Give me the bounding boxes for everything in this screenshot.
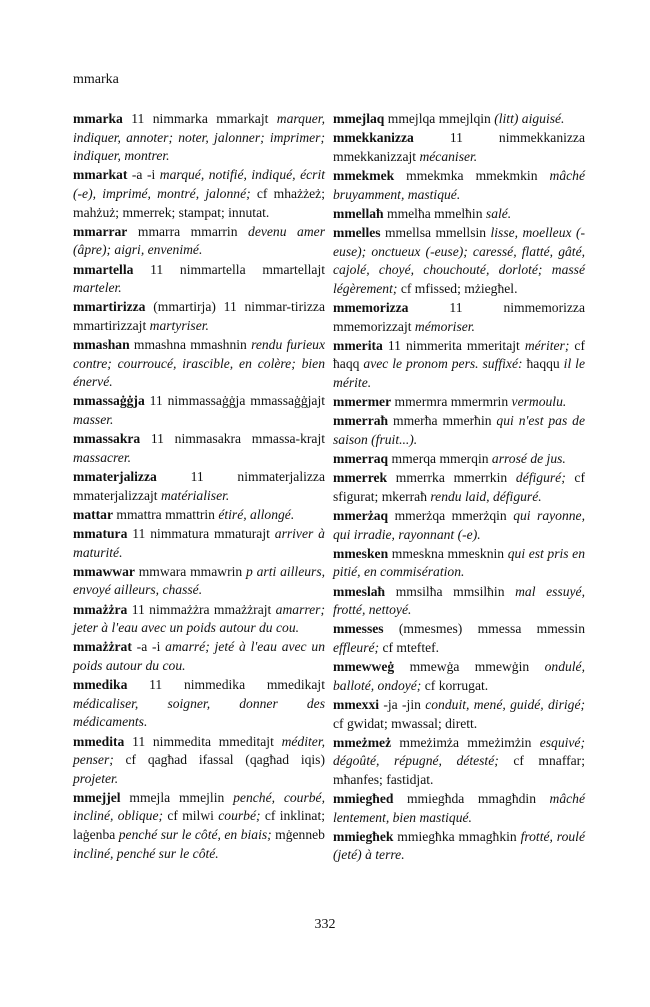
entry-headword: mmesses [333,621,384,637]
entry-headword: mmassakra [73,431,141,447]
entry-translation: mal essuyé, frotté, nettoyé. [333,583,585,618]
entry-headword: mmemorizza [333,299,409,315]
dictionary-entry [73,430,325,467]
entry-text: mmiegħka mmagħkin [393,828,521,844]
entry-headword: mattar [73,506,114,522]
entry-headword: mmartirizza [73,299,146,315]
entry-translation: massacrer. [73,449,132,465]
dictionary-entry [73,601,325,638]
dictionary-entry [73,506,325,525]
entry-headword: mmewweġ [333,659,395,675]
dictionary-entry [73,468,325,505]
entry-text: 11 nimmemorizza mmemorizzajt [333,299,585,334]
entry-text: 11 nimmartella mmartellajt [133,261,325,277]
entry-headword: mmerraħ [333,413,389,429]
entry-headword: mmarkat [73,167,128,183]
entry-text: cf milwi [163,808,219,824]
dictionary-entry [73,261,325,298]
entry-text: -ja -jin [379,696,426,712]
dictionary-entry [73,223,325,260]
entry-headword: mmejjel [73,789,121,805]
entry-text: mmerżqa mmerżqin [388,508,514,523]
entry-translation: salé. [485,205,512,221]
entry-text: 11 nimmażżra mmażżrajt [127,601,276,617]
entry-text: mmeżimża mmeżimżin [391,734,540,750]
entry-translation: mâché lentement, bien mastiqué. [333,791,585,825]
entry-translation: martyriser. [149,317,209,333]
dictionary-entry [333,299,585,336]
entry-headword: mmażżrat [73,639,132,655]
entry-text: 11 nimmarka mmarkajt [122,111,277,126]
entry-headword: mmarrar [73,223,128,239]
dictionary-entry [73,336,325,392]
dictionary-entry [333,110,585,129]
entry-translation: il le mérite. [333,356,585,390]
entry-text: mmerħa mmerħin [388,413,497,429]
entry-translation: lisse, moelleux (-euse); onctueux (-euse); caressé, flatté, gâté, cajolé, choyé, chouchouté, dorloté; massé légèrement; [333,224,586,296]
dictionary-entry [73,392,325,429]
entry-text: 11 nimmekkanizza mmekkanizzajt [333,130,585,164]
dictionary-entry [73,166,325,222]
entry-headword: mmerrek [333,470,388,486]
entry-headword: mmashan [73,337,130,353]
entry-text: mmattra mmattrin [113,506,219,522]
dictionary-entry [73,110,325,166]
entry-headword: mmiegħed [333,791,394,807]
entry-text: (mmartirja) 11 nimmar-tirizza mmartirizzajt [73,299,325,333]
entry-text: cf inklinat; laġenba [73,808,326,843]
entry-text: cf ħaqq [333,337,585,372]
entry-translation: vermoulu. [511,394,567,410]
entry-headword: mmermer [333,394,392,410]
entry-translation: arriver à maturité. [73,526,325,560]
entry-text: mmarra mmarrin [127,223,249,239]
entry-translation: projeter. [73,770,119,786]
entry-translation: rendu furieux contre; courroucé, irascible, en colère; bien énervé. [73,337,325,390]
entry-translation: frotté, roulé (jeté) à terre. [333,828,585,863]
entry-text: mmashna mmashnin [129,337,252,353]
entry-headword: mmerraq [333,451,389,467]
entry-translation: penché, courbé, incliné, oblique; [73,789,325,824]
entry-text: mmerqa mmerqin [388,451,492,467]
entry-text: 11 nimmatura mmaturajt [127,526,275,541]
entry-text: cf gwidat; mwassal; dirett. [333,715,478,731]
entry-headword: mmarka [73,111,123,126]
entry-text: mmejlqa mmejlqin [384,111,495,126]
entry-text: mmwara mmawrin [134,563,247,579]
entry-text: 11 nimmaterjalizza mmaterjalizzajt [73,469,325,503]
entry-translation: défiguré; [515,470,566,486]
entry-text: 11 nimmasakra mmassa-krajt [140,431,325,447]
entry-translation: rendu laid, défiguré. [430,488,542,504]
entry-headword: mmaterjalizza [73,469,157,485]
entry-headword: mmellaħ [333,205,384,221]
entry-translation: devenu amer (âpre); aigri, envenimé. [73,223,325,258]
entry-translation: marquer, indiquer, annoter; noter, jalonner; imprimer; indiquer, montrer. [73,111,325,164]
entry-text: cf sfigurat; mkerraħ [333,470,585,504]
entry-text: mmeskna mmesknin [388,545,508,561]
entry-translation: qui est pris en pitié, en commisération. [333,545,586,580]
entry-headword: mmartella [73,261,134,277]
entry-translation: qui rayonne, qui irradie, rayonnant (-e). [333,508,585,542]
entry-headword: mmekkanizza [333,130,414,146]
entry-text: 11 nimmerita mmeritajt [382,337,525,353]
entry-headword: mmiegħek [333,828,394,844]
entry-translation: penché sur le côté, en biais; [118,827,272,843]
entry-translation: avec le pronom pers. suffixé: [363,356,523,372]
dictionary-entry [333,696,585,733]
entry-text: cf mteftef. [379,639,440,655]
dictionary-entry [333,790,585,827]
entry-text: 11 nimmassaġġja mmassaġġjajt [144,393,325,409]
entry-text: cf mfissed; mżiegħel. [397,280,518,296]
entry-text: (mmesmes) mmessa mmessin [383,621,585,637]
entry-text: mmelħa mmelħin [383,205,486,221]
entry-translation: ondulé, balloté, ondoyé; [333,659,585,693]
entry-translation: mériter; [524,337,570,353]
dictionary-entry [333,224,585,298]
entry-text: -a -i [131,639,166,655]
dictionary-entry [333,828,585,865]
entry-text: mmejla mmejlin [120,789,234,805]
entry-translation: marqué, notifié, indiqué, écrit (-e), imprimé, montré, jalonné; [73,167,325,201]
entry-headword: mmawwar [73,563,135,579]
left-column [73,110,325,864]
dictionary-entry [73,298,325,335]
entry-translation: p arti ailleurs, envoyé ailleurs, chassé. [73,563,326,598]
entry-text: 11 nimmedita mmeditajt [124,733,282,749]
dictionary-entry [333,620,585,657]
entry-text: mmiegħda mmagħdin [393,791,550,807]
entry-headword: mmatura [73,526,128,541]
entry-translation: arrosé de jus. [491,451,566,467]
entry-translation: mémoriser. [414,318,475,334]
dictionary-entry [73,638,325,675]
dictionary-entry [333,450,585,469]
entry-text: mmewġa mmewġin [394,659,545,675]
entry-headword: mmexxi [333,696,380,712]
page-number: 332 [314,917,336,932]
dictionary-entry [333,734,585,790]
entry-translation: conduit, mené, guidé, dirigé; [425,696,585,712]
dictionary-entry [333,205,585,224]
dictionary-entry [333,545,585,582]
entry-translation: qui n'est pas de saison (fruit...). [333,413,585,447]
entry-headword: mmażżra [73,601,128,617]
running-head: mmarka [73,72,119,87]
entry-headword: mmedita [73,733,125,749]
entry-text: ħaqqu [522,356,564,372]
entry-headword: mmejlaq [333,111,385,126]
entry-headword: mmerżaq [333,508,389,523]
entry-text: cf qagħad ifassal (qagħad iqis) [113,752,325,768]
dictionary-entry [333,507,585,544]
entry-text: mġenneb [271,827,325,843]
entry-text: mmsilħa mmsilħin [385,583,516,599]
entry-translation: médicaliser, soigner, donner des médicaments. [73,695,325,730]
entry-headword: mmerita [333,337,383,353]
right-column [333,110,585,866]
entry-text: cf korrugat. [421,677,489,693]
entry-translation: mâché bruyamment, mastiqué. [333,167,585,202]
dictionary-entry [333,393,585,412]
entry-text: mmellsa mmellsin [380,224,491,240]
entry-translation: matérialiser. [160,487,230,503]
dictionary-entry [333,337,585,393]
entry-headword: mmesken [333,545,389,561]
entry-headword: mmedika [73,677,128,693]
entry-translation: masser. [73,412,114,428]
dictionary-entry [73,563,325,600]
entry-text: -a -i [127,167,160,183]
entry-headword: mmeżmeż [333,734,392,750]
entry-translation: marteler. [73,280,122,296]
entry-translation: esquivé; dégoûté, répugné, détesté; [333,734,585,769]
dictionary-entry [73,733,325,789]
entry-headword: mmassaġġja [73,393,145,409]
entry-translation: amarrer; jeter à l'eau avec un poids autour du cou. [73,601,325,636]
dictionary-entry [333,412,585,449]
entry-translation: amarré; jeté à l'eau avec un poids autour du cou. [73,639,325,673]
entry-text: cf mhażżeż; mahżuż; mmerrek; stampat; innutat. [73,185,325,220]
dictionary-entry [333,167,585,204]
entry-translation: incliné, penché sur le côté. [73,845,219,861]
dictionary-entry [333,658,585,695]
entry-headword: mmeslaħ [333,583,386,599]
entry-text: 11 nimmedika mmedikajt [127,677,325,693]
entry-headword: mmekmek [333,167,395,183]
entry-translation: courbé; [218,808,261,824]
dictionary-entry [73,676,325,732]
dictionary-entry [333,583,585,620]
entry-text: mmermra mmermrin [391,394,512,410]
dictionary-entry [333,469,585,506]
entry-translation: méditer, penser; [73,733,325,768]
entry-text: mmekmka mmekmkin [394,167,550,183]
dictionary-entry [73,525,325,562]
entry-text: mmerrka mmerrkin [387,470,516,486]
entry-translation: mécaniser. [419,148,478,164]
dictionary-entry [333,129,585,166]
entry-translation: étiré, allongé. [218,506,295,522]
entry-translation: (litt) aiguisé. [494,111,565,126]
entry-translation: effleuré; [333,639,380,655]
entry-headword: mmelles [333,224,381,240]
entry-text: cf mnaffar; mħanfes; fastidjat. [333,753,585,787]
dictionary-entry [73,789,325,863]
